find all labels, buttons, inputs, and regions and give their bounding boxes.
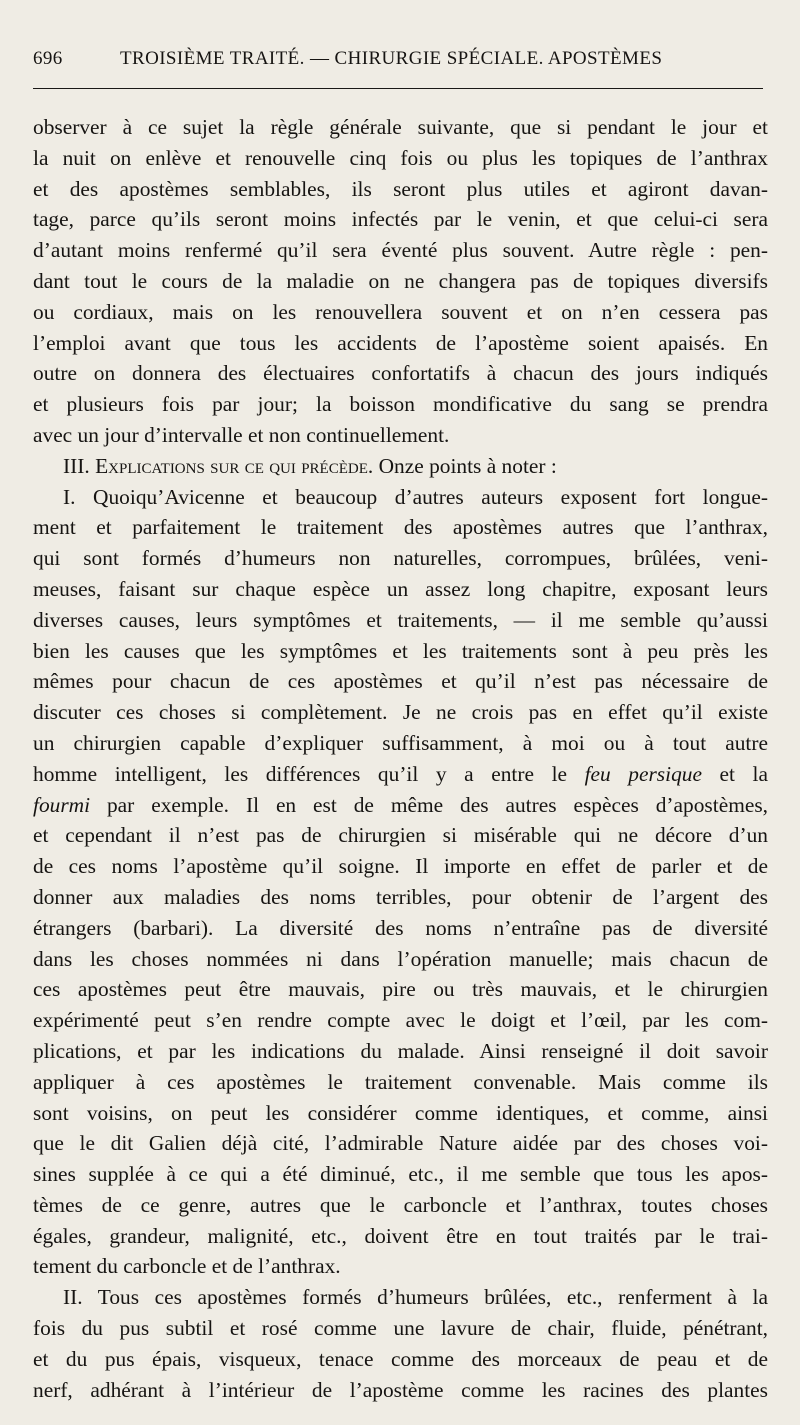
text-segment: ment et parfaitement le traitement des apostèmes autres que l’anthrax, bbox=[33, 515, 768, 540]
text-segment: mêmes pour chacun de ces apostèmes et qu’il n’est pas nécessaire de bbox=[33, 669, 768, 694]
text-line bbox=[33, 666, 768, 697]
text-line bbox=[33, 174, 768, 205]
text-line bbox=[33, 1190, 768, 1221]
text-segment: avec un jour d’intervalle et non continuellement. bbox=[33, 422, 450, 447]
header-rule bbox=[33, 88, 763, 89]
text-line bbox=[33, 1251, 768, 1282]
text-line bbox=[33, 1098, 768, 1129]
text-line bbox=[33, 420, 768, 451]
text-segment: et la bbox=[701, 761, 768, 786]
text-segment: de ces noms l’apostème qu’il soigne. Il importe en effet de parler et de bbox=[33, 854, 768, 879]
text-segment: dant tout le cours de la maladie on ne changera pas de topiques diversifs bbox=[33, 268, 768, 293]
text-segment: donner aux maladies des noms terribles, pour obtenir de l’argent des bbox=[33, 884, 768, 909]
text-segment: un chirurgien capable d’expliquer suffisamment, à moi ou à tout autre bbox=[33, 730, 768, 755]
text-segment: outre on donnera des électuaires confortatifs à chacun des jours indiqués bbox=[33, 361, 768, 386]
text-segment: égales, grandeur, malignité, etc., doivent être en tout traités par le trai- bbox=[33, 1223, 768, 1248]
text-segment: qui sont formés d’humeurs non naturelles, corrompues, brûlées, veni- bbox=[33, 546, 768, 571]
text-line bbox=[33, 790, 768, 821]
text-segment: plications, et par les indications du malade. Ainsi renseigné il doit savoir bbox=[33, 1038, 768, 1063]
text-segment: diverses causes, leurs symptômes et traitements, — il me semble qu’aussi bbox=[33, 607, 768, 632]
text-segment: I. Quoiqu’Avicenne et beaucoup d’autres auteurs exposent fort longue- bbox=[63, 484, 768, 509]
text-segment: nerf, adhérant à l’intérieur de l’apostème comme les racines des plantes bbox=[33, 1377, 768, 1402]
text-line bbox=[33, 204, 768, 235]
text-line bbox=[33, 1128, 768, 1159]
text-line bbox=[33, 297, 768, 328]
text-line bbox=[33, 358, 768, 389]
italic-term: fourmi bbox=[33, 792, 91, 817]
text-line bbox=[33, 882, 768, 913]
text-segment: expérimenté peut s’en rendre compte avec le doigt et l’œil, par les com- bbox=[33, 1008, 768, 1033]
text-line bbox=[33, 1375, 768, 1406]
running-title: TROISIÈME TRAITÉ. — CHIRURGIE SPÉCIALE. APOSTÈMES bbox=[120, 48, 663, 69]
text-segment: homme intelligent, les différences qu’il y a entre le bbox=[33, 761, 585, 786]
text-line bbox=[33, 1159, 768, 1190]
text-segment: étrangers (barbari). La diversité des noms n’entraîne pas de diversité bbox=[33, 915, 768, 940]
text-segment: meuses, faisant sur chaque espèce un assez long chapitre, exposant leurs bbox=[33, 576, 768, 601]
text-segment: et cependant il n’est pas de chirurgien si misérable qui ne décore d’un bbox=[33, 823, 768, 848]
text-line bbox=[33, 389, 768, 420]
text-line bbox=[33, 451, 768, 482]
text-segment: tage, parce qu’ils seront moins infectés par le venin, et que celui-ci sera bbox=[33, 207, 768, 232]
text-line bbox=[33, 328, 768, 359]
text-line bbox=[33, 851, 768, 882]
text-line bbox=[33, 605, 768, 636]
text-segment: appliquer à ces apostèmes le traitement convenable. Mais comme ils bbox=[33, 1069, 768, 1094]
text-segment: bien les causes que les symptômes et les traitements sont à peu près les bbox=[33, 638, 768, 663]
text-segment: Onze points à noter : bbox=[373, 453, 557, 478]
text-line bbox=[33, 112, 768, 143]
text-line bbox=[33, 913, 768, 944]
text-line bbox=[33, 482, 768, 513]
text-segment: et plusieurs fois par jour; la boisson mondificative du sang se prendra bbox=[33, 392, 768, 417]
text-segment: et du pus épais, visqueux, tenace comme des morceaux de peau et de bbox=[33, 1346, 768, 1371]
text-line bbox=[33, 1313, 768, 1344]
text-line bbox=[33, 759, 768, 790]
text-line bbox=[33, 1036, 768, 1067]
running-header bbox=[33, 48, 763, 76]
text-segment: ou cordiaux, mais on les renouvellera souvent et on n’en cessera pas bbox=[33, 299, 768, 324]
text-line bbox=[33, 820, 768, 851]
text-line bbox=[33, 728, 768, 759]
text-segment: et des apostèmes semblables, ils seront plus utiles et agiront davan- bbox=[33, 176, 768, 201]
text-segment: dans les choses nommées ni dans l’opération manuelle; mais chacun de bbox=[33, 946, 768, 971]
text-line bbox=[33, 143, 768, 174]
text-line bbox=[33, 235, 768, 266]
text-line bbox=[33, 1221, 768, 1252]
text-segment: II. Tous ces apostèmes formés d’humeurs brûlées, etc., renferment à la bbox=[63, 1285, 768, 1310]
text-line bbox=[33, 944, 768, 975]
text-line bbox=[33, 974, 768, 1005]
text-segment: tement du carboncle et de l’anthrax. bbox=[33, 1254, 341, 1279]
text-segment: l’emploi avant que tous les accidents de l’apostème soient apaisés. En bbox=[33, 330, 768, 355]
text-line bbox=[33, 1067, 768, 1098]
text-line bbox=[33, 1282, 768, 1313]
text-line bbox=[33, 574, 768, 605]
italic-term: feu persique bbox=[584, 761, 702, 786]
text-line bbox=[33, 1344, 768, 1375]
text-segment: d’autant moins renfermé qu’il sera éventé plus souvent. Autre règle : pen- bbox=[33, 238, 768, 263]
text-segment: sont voisins, on peut les considérer comme identiques, et comme, ainsi bbox=[33, 1100, 768, 1125]
text-segment: observer à ce sujet la règle générale suivante, que si pendant le jour et bbox=[33, 115, 768, 139]
text-segment: discuter ces choses si complètement. Je ne crois pas en effet qu’il existe bbox=[33, 700, 768, 725]
text-line bbox=[33, 1005, 768, 1036]
text-line bbox=[33, 512, 768, 543]
text-segment: sines supplée à ce qui a été diminué, etc., il me semble que tous les apos- bbox=[33, 1162, 768, 1187]
text-segment: tèmes de ce genre, autres que le carboncle et l’anthrax, toutes choses bbox=[33, 1192, 768, 1217]
page-body-text bbox=[33, 112, 768, 1405]
text-segment: par exemple. Il en est de même des autres espèces d’apostèmes, bbox=[90, 792, 768, 817]
text-line bbox=[33, 636, 768, 667]
text-segment: que le dit Galien déjà cité, l’admirable Nature aidée par des choses voi- bbox=[33, 1131, 768, 1156]
text-segment: ces apostèmes peut être mauvais, pire ou très mauvais, et le chirurgien bbox=[33, 977, 768, 1002]
section-heading: Explications sur ce qui précède. bbox=[95, 453, 374, 478]
text-line bbox=[33, 697, 768, 728]
text-segment: la nuit on enlève et renouvelle cinq fois ou plus les topiques de l’anthrax bbox=[33, 145, 768, 170]
text-segment: fois du pus subtil et rosé comme une lavure de chair, fluide, pénétrant, bbox=[33, 1316, 768, 1341]
text-line bbox=[33, 266, 768, 297]
text-line bbox=[33, 543, 768, 574]
text-segment: III. bbox=[63, 453, 96, 478]
page-number: 696 bbox=[33, 48, 63, 69]
